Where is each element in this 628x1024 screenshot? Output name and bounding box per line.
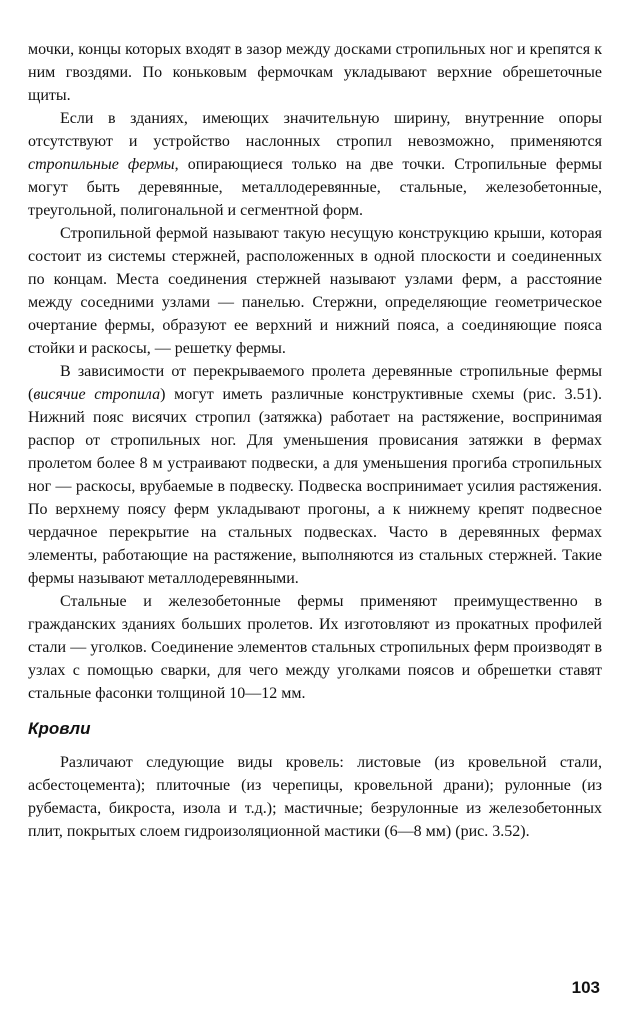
paragraph-1: [28, 38, 602, 107]
paragraph-1-text: мочки, концы которых входят в зазор между досками стропильных ног и крепятся к ним гвоздями. По коньковым фермочкам укладывают верхние обрешеточные щиты.: [28, 41, 602, 104]
section-heading: Кровли: [28, 719, 91, 738]
paragraph-roofing-text: Различают следующие виды кровель: листовые (из кровельной стали, асбестоцемента); плиточные (из черепицы, кровельной драни); рулонные (из рубемаста, бикроста, изола и т.д.); мастичные; безрулонные из железобетонных плит, покрытых слоем гидроизоляционной мастики (6—8 мм) (рис. 3.52).: [28, 754, 602, 840]
paragraph-3: [28, 222, 602, 360]
paragraph-4: [28, 360, 602, 590]
paragraph-4-before: В зависимости от перекрываемого пролета деревянные стропильные фермы (: [28, 363, 602, 403]
paragraph-2-italic-term: стропильные фермы: [28, 156, 175, 173]
paragraph-roofing: [28, 751, 602, 843]
paragraph-2: [28, 107, 602, 222]
page-number: 103: [571, 978, 600, 997]
paragraph-5-text: Стальные и железобетонные фермы применяют преимущественно в гражданских зданиях больших пролетов. Их изготовляют из прокатных профилей стали — уголков. Соединение элементов стальных стропильных ферм производят в узлах с помощью сварки, для чего между уголками поясов и обрешетки ставят стальные фасонки толщиной 10—12 мм.: [28, 593, 602, 702]
paragraph-2-after: , опирающиеся только на две точки. Стропильные фермы могут быть деревянные, металлодеревянные, стальные, железобетонные, треугольной, полигональной и сегментной форм.: [28, 156, 602, 219]
paragraph-4-after: ) могут иметь различные конструктивные схемы (рис. 3.51). Нижний пояс висячих стропил (затяжка) работает на растяжение, воспринимая распор от стропильных ног. Для уменьшения провисания затяжки в фермах пролетом более 8 м устраивают подвески, а для уменьшения прогиба стропильных ног — раскосы, врубаемые в подвеску. Подвеска воспринимает усилия растяжения. По верхнему поясу ферм укладывают прогоны, а к нижнему крепят подвесное чердачное перекрытие на стальных подвесках. Часто в деревянных фермах элементы, работающие на растяжение, выполняются из стальных стержней. Такие фермы называют металлодеревянными.: [28, 386, 602, 587]
page-body: [28, 38, 602, 843]
paragraph-4-italic-term: висячие стропила: [33, 386, 161, 403]
paragraph-5: [28, 590, 602, 705]
paragraph-2-before: Если в зданиях, имеющих значительную ширину, внутренние опоры отсутствуют и устройство наслонных стропил невозможно, применяются: [28, 110, 602, 150]
paragraph-3-text: Стропильной фермой называют такую несущую конструкцию крыши, которая состоит из системы стержней, расположенных в одной плоскости и соединенных по концам. Места соединения стержней называют узлами ферм, а расстояние между соседними узлами — панелью. Стержни, определяющие геометрическое очертание фермы, образуют ее верхний и нижний пояса, а соединяющие пояса стойки и раскосы, — решетку фермы.: [28, 225, 602, 357]
